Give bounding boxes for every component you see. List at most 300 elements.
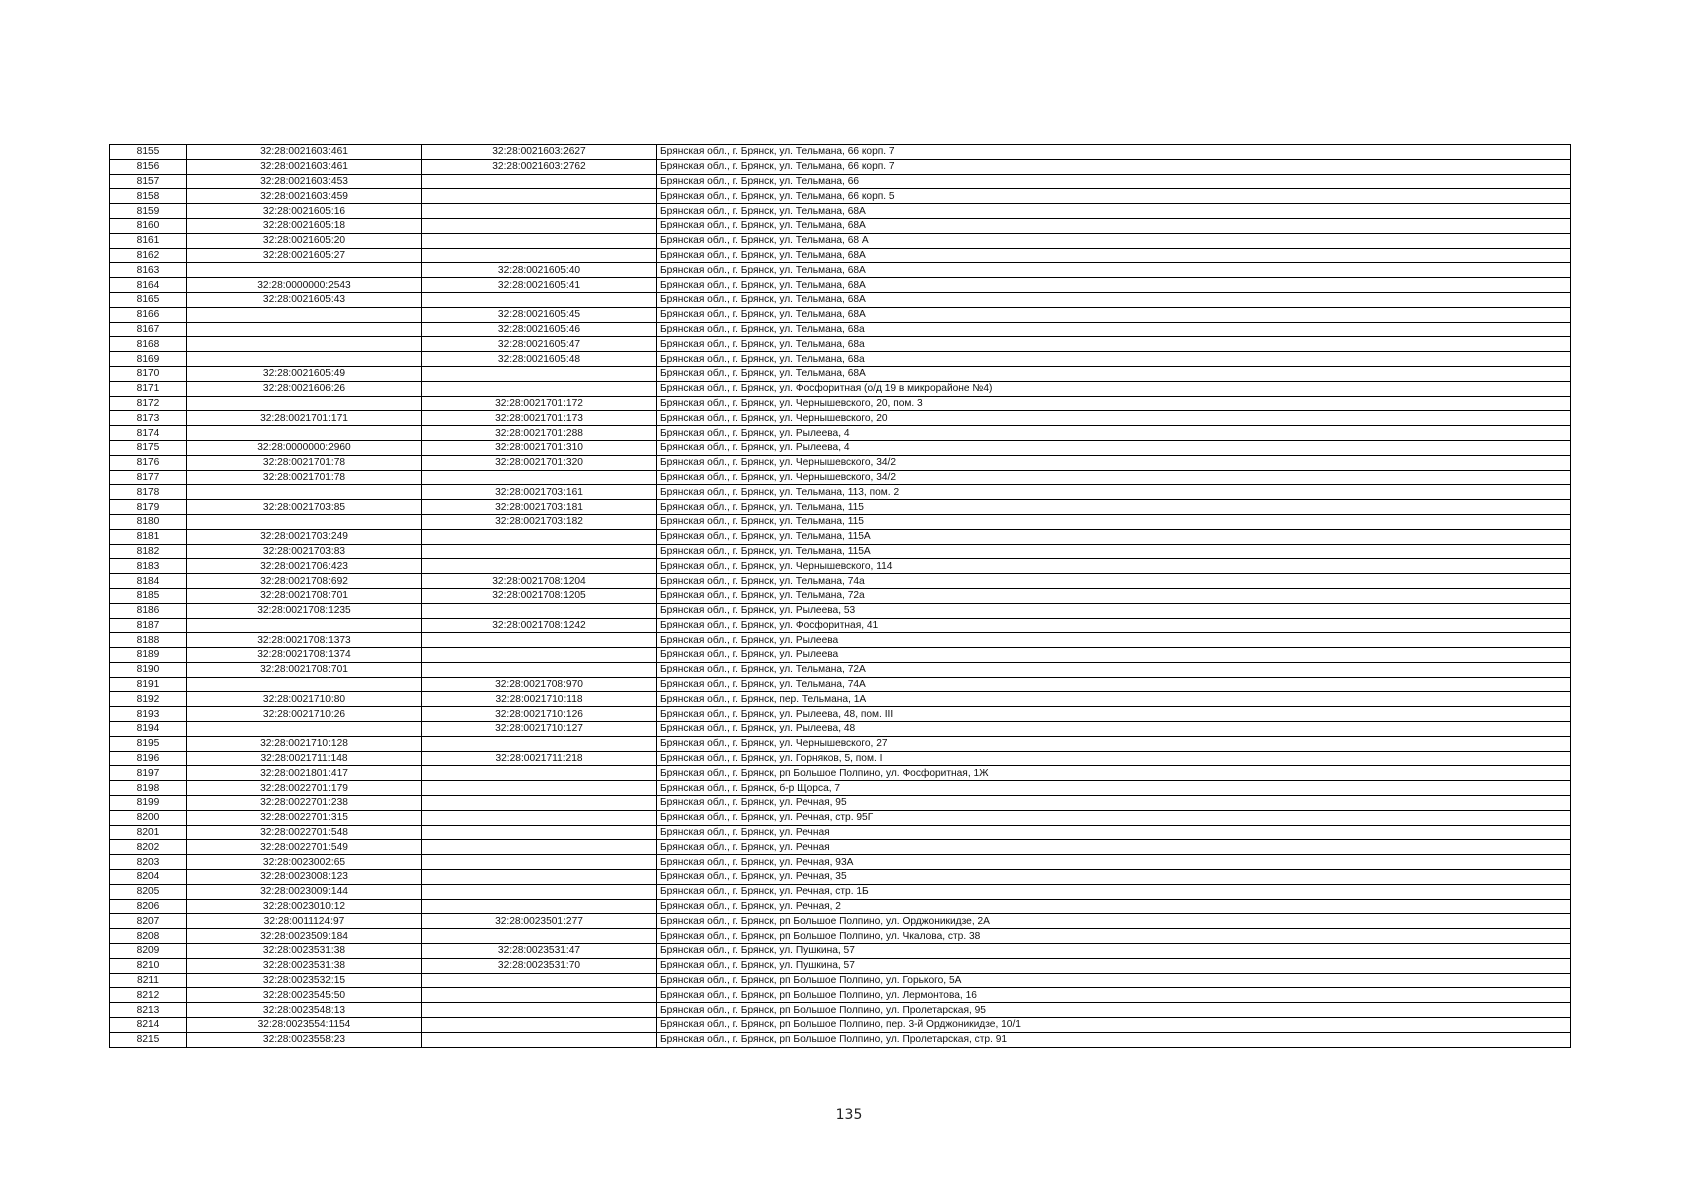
row-number-cell: 8200 [110,810,187,825]
table-row [110,633,1571,648]
land-cadastral-number-cell: 32:28:0021605:49 [187,366,422,381]
object-cadastral-number-cell: 32:28:0021708:970 [422,677,657,692]
address-cell: Брянская обл., г. Брянск, ул. Рылеева, 53 [657,603,1571,618]
row-number-cell: 8208 [110,929,187,944]
land-cadastral-number-cell [187,322,422,337]
table-row [110,337,1571,352]
row-number-cell: 8214 [110,1018,187,1033]
table-row [110,145,1571,160]
object-cadastral-number-cell [422,781,657,796]
object-cadastral-number-cell [422,810,657,825]
object-cadastral-number-cell [422,633,657,648]
land-cadastral-number-cell: 32:28:0022701:549 [187,840,422,855]
address-cell: Брянская обл., г. Брянск, ул. Чернышевского, 27 [657,736,1571,751]
address-cell: Брянская обл., г. Брянск, рп Большое Полпино, ул. Горького, 5А [657,973,1571,988]
row-number-cell: 8194 [110,722,187,737]
object-cadastral-number-cell [422,544,657,559]
land-cadastral-number-cell: 32:28:0021605:43 [187,292,422,307]
object-cadastral-number-cell [422,899,657,914]
address-cell: Брянская обл., г. Брянск, б-р Щорса, 7 [657,781,1571,796]
land-cadastral-number-cell [187,337,422,352]
address-cell: Брянская обл., г. Брянск, рп Большое Полпино, ул. Пролетарская, стр. 91 [657,1032,1571,1047]
row-number-cell: 8177 [110,470,187,485]
table-row [110,307,1571,322]
object-cadastral-number-cell [422,174,657,189]
table-row [110,278,1571,293]
land-cadastral-number-cell: 32:28:0011124:97 [187,914,422,929]
table-row [110,958,1571,973]
address-cell: Брянская обл., г. Брянск, ул. Горняков, 5, пом. I [657,751,1571,766]
object-cadastral-number-cell: 32:28:0023531:70 [422,958,657,973]
row-number-cell: 8193 [110,707,187,722]
address-cell: Брянская обл., г. Брянск, ул. Тельмана, 66 корп. 7 [657,145,1571,160]
address-cell: Брянская обл., г. Брянск, ул. Фосфоритная, 41 [657,618,1571,633]
object-cadastral-number-cell [422,929,657,944]
address-cell: Брянская обл., г. Брянск, ул. Рылеева, 4 [657,426,1571,441]
table-row [110,574,1571,589]
row-number-cell: 8156 [110,159,187,174]
table-row [110,233,1571,248]
address-cell: Брянская обл., г. Брянск, ул. Тельмана, 68 А [657,233,1571,248]
object-cadastral-number-cell [422,218,657,233]
address-cell: Брянская обл., г. Брянск, рп Большое Полпино, ул. Лермонтова, 16 [657,988,1571,1003]
land-cadastral-number-cell: 32:28:0021710:80 [187,692,422,707]
object-cadastral-number-cell: 32:28:0021605:48 [422,352,657,367]
table-row [110,914,1571,929]
land-cadastral-number-cell: 32:28:0023002:65 [187,855,422,870]
object-cadastral-number-cell [422,796,657,811]
table-row [110,884,1571,899]
land-cadastral-number-cell: 32:28:0021706:423 [187,559,422,574]
table-row [110,159,1571,174]
table-row [110,189,1571,204]
row-number-cell: 8201 [110,825,187,840]
object-cadastral-number-cell [422,973,657,988]
object-cadastral-number-cell [422,189,657,204]
address-cell: Брянская обл., г. Брянск, рп Большое Полпино, ул. Чкалова, стр. 38 [657,929,1571,944]
land-cadastral-number-cell: 32:28:0021708:1374 [187,648,422,663]
object-cadastral-number-cell: 32:28:0023501:277 [422,914,657,929]
object-cadastral-number-cell [422,825,657,840]
address-cell: Брянская обл., г. Брянск, ул. Речная, стр. 95Г [657,810,1571,825]
table-row [110,485,1571,500]
address-cell: Брянская обл., г. Брянск, ул. Речная, 93А [657,855,1571,870]
land-cadastral-number-cell: 32:28:0021708:701 [187,662,422,677]
object-cadastral-number-cell [422,204,657,219]
table-row [110,840,1571,855]
object-cadastral-number-cell [422,884,657,899]
land-cadastral-number-cell [187,426,422,441]
table-row [110,544,1571,559]
row-number-cell: 8205 [110,884,187,899]
row-number-cell: 8197 [110,766,187,781]
land-cadastral-number-cell [187,485,422,500]
table-row [110,1032,1571,1047]
object-cadastral-number-cell: 32:28:0021605:41 [422,278,657,293]
table-row [110,707,1571,722]
object-cadastral-number-cell [422,529,657,544]
land-cadastral-number-cell: 32:28:0021708:692 [187,574,422,589]
row-number-cell: 8168 [110,337,187,352]
address-cell: Брянская обл., г. Брянск, ул. Тельмана, 68а [657,352,1571,367]
row-number-cell: 8174 [110,426,187,441]
address-cell: Брянская обл., г. Брянск, ул. Рылеева [657,633,1571,648]
address-cell: Брянская обл., г. Брянск, ул. Рылеева [657,648,1571,663]
land-cadastral-number-cell [187,352,422,367]
address-cell: Брянская обл., г. Брянск, ул. Тельмана, 115 [657,514,1571,529]
row-number-cell: 8199 [110,796,187,811]
table-row [110,588,1571,603]
land-cadastral-number-cell: 32:28:0021708:1373 [187,633,422,648]
table-row [110,766,1571,781]
registry-table [109,144,1571,1048]
object-cadastral-number-cell [422,840,657,855]
row-number-cell: 8212 [110,988,187,1003]
land-cadastral-number-cell: 32:28:0000000:2960 [187,440,422,455]
row-number-cell: 8192 [110,692,187,707]
land-cadastral-number-cell: 32:28:0021703:85 [187,500,422,515]
land-cadastral-number-cell: 32:28:0021603:453 [187,174,422,189]
land-cadastral-number-cell: 32:28:0022701:179 [187,781,422,796]
object-cadastral-number-cell [422,855,657,870]
land-cadastral-number-cell: 32:28:0022701:315 [187,810,422,825]
table-row [110,899,1571,914]
object-cadastral-number-cell: 32:28:0021711:218 [422,751,657,766]
address-cell: Брянская обл., г. Брянск, ул. Речная [657,840,1571,855]
object-cadastral-number-cell [422,870,657,885]
row-number-cell: 8169 [110,352,187,367]
land-cadastral-number-cell: 32:28:0021710:26 [187,707,422,722]
table-row [110,218,1571,233]
row-number-cell: 8165 [110,292,187,307]
address-cell: Брянская обл., г. Брянск, ул. Тельмана, 68А [657,218,1571,233]
land-cadastral-number-cell [187,677,422,692]
object-cadastral-number-cell [422,662,657,677]
land-cadastral-number-cell [187,618,422,633]
row-number-cell: 8213 [110,1003,187,1018]
land-cadastral-number-cell [187,514,422,529]
table-row [110,366,1571,381]
object-cadastral-number-cell: 32:28:0021708:1204 [422,574,657,589]
object-cadastral-number-cell [422,736,657,751]
object-cadastral-number-cell: 32:28:0021701:173 [422,411,657,426]
row-number-cell: 8195 [110,736,187,751]
object-cadastral-number-cell: 32:28:0021710:127 [422,722,657,737]
land-cadastral-number-cell: 32:28:0023531:38 [187,944,422,959]
row-number-cell: 8171 [110,381,187,396]
row-number-cell: 8183 [110,559,187,574]
table-row [110,426,1571,441]
land-cadastral-number-cell: 32:28:0023548:13 [187,1003,422,1018]
row-number-cell: 8179 [110,500,187,515]
address-cell: Брянская обл., г. Брянск, ул. Тельмана, 72А [657,662,1571,677]
address-cell: Брянская обл., г. Брянск, ул. Тельмана, 68а [657,337,1571,352]
address-cell: Брянская обл., г. Брянск, ул. Тельмана, 72а [657,588,1571,603]
object-cadastral-number-cell: 32:28:0021703:181 [422,500,657,515]
land-cadastral-number-cell: 32:28:0023554:1154 [187,1018,422,1033]
address-cell: Брянская обл., г. Брянск, рп Большое Полпино, пер. 3-й Орджоникидзе, 10/1 [657,1018,1571,1033]
land-cadastral-number-cell: 32:28:0021708:701 [187,588,422,603]
object-cadastral-number-cell [422,603,657,618]
row-number-cell: 8211 [110,973,187,988]
address-cell: Брянская обл., г. Брянск, ул. Рылеева, 48, пом. III [657,707,1571,722]
row-number-cell: 8178 [110,485,187,500]
land-cadastral-number-cell: 32:28:0021605:16 [187,204,422,219]
table-row [110,722,1571,737]
row-number-cell: 8182 [110,544,187,559]
table-row [110,292,1571,307]
address-cell: Брянская обл., г. Брянск, ул. Тельмана, 113, пом. 2 [657,485,1571,500]
land-cadastral-number-cell: 32:28:0022701:238 [187,796,422,811]
object-cadastral-number-cell [422,233,657,248]
table-row [110,352,1571,367]
table-row [110,988,1571,1003]
table-row [110,381,1571,396]
table-row [110,662,1571,677]
land-cadastral-number-cell: 32:28:0021606:26 [187,381,422,396]
land-cadastral-number-cell [187,307,422,322]
row-number-cell: 8180 [110,514,187,529]
land-cadastral-number-cell: 32:28:0021701:78 [187,470,422,485]
address-cell: Брянская обл., г. Брянск, ул. Тельмана, 68А [657,292,1571,307]
address-cell: Брянская обл., г. Брянск, ул. Рылеева, 48 [657,722,1571,737]
address-cell: Брянская обл., г. Брянск, ул. Тельмана, 66 корп. 5 [657,189,1571,204]
row-number-cell: 8173 [110,411,187,426]
land-cadastral-number-cell: 32:28:0021703:83 [187,544,422,559]
row-number-cell: 8189 [110,648,187,663]
row-number-cell: 8204 [110,870,187,885]
object-cadastral-number-cell: 32:28:0021703:161 [422,485,657,500]
table-row [110,973,1571,988]
address-cell: Брянская обл., г. Брянск, ул. Тельмана, 115А [657,544,1571,559]
table-row [110,411,1571,426]
address-cell: Брянская обл., г. Брянск, рп Большое Полпино, ул. Орджоникидзе, 2А [657,914,1571,929]
row-number-cell: 8215 [110,1032,187,1047]
object-cadastral-number-cell [422,292,657,307]
object-cadastral-number-cell [422,559,657,574]
registry-table-body [110,145,1571,1048]
address-cell: Брянская обл., г. Брянск, ул. Чернышевского, 20, пом. 3 [657,396,1571,411]
object-cadastral-number-cell: 32:28:0021605:45 [422,307,657,322]
row-number-cell: 8187 [110,618,187,633]
land-cadastral-number-cell: 32:28:0021703:249 [187,529,422,544]
object-cadastral-number-cell: 32:28:0021710:126 [422,707,657,722]
table-row [110,603,1571,618]
object-cadastral-number-cell [422,470,657,485]
address-cell: Брянская обл., г. Брянск, ул. Рылеева, 4 [657,440,1571,455]
land-cadastral-number-cell: 32:28:0021603:461 [187,145,422,160]
object-cadastral-number-cell: 32:28:0021603:2762 [422,159,657,174]
row-number-cell: 8166 [110,307,187,322]
table-row [110,796,1571,811]
land-cadastral-number-cell: 32:28:0021710:128 [187,736,422,751]
land-cadastral-number-cell [187,396,422,411]
object-cadastral-number-cell [422,1003,657,1018]
row-number-cell: 8167 [110,322,187,337]
land-cadastral-number-cell: 32:28:0021701:78 [187,455,422,470]
address-cell: Брянская обл., г. Брянск, пер. Тельмана, 1А [657,692,1571,707]
land-cadastral-number-cell: 32:28:0023545:50 [187,988,422,1003]
address-cell: Брянская обл., г. Брянск, ул. Пушкина, 57 [657,944,1571,959]
land-cadastral-number-cell [187,263,422,278]
address-cell: Брянская обл., г. Брянск, ул. Чернышевского, 20 [657,411,1571,426]
table-row [110,559,1571,574]
table-row [110,692,1571,707]
address-cell: Брянская обл., г. Брянск, ул. Чернышевского, 114 [657,559,1571,574]
row-number-cell: 8176 [110,455,187,470]
land-cadastral-number-cell: 32:28:0023558:23 [187,1032,422,1047]
object-cadastral-number-cell: 32:28:0023531:47 [422,944,657,959]
object-cadastral-number-cell: 32:28:0021701:310 [422,440,657,455]
page-number: 135 [835,1107,863,1123]
address-cell: Брянская обл., г. Брянск, ул. Тельмана, 68а [657,322,1571,337]
table-row [110,781,1571,796]
row-number-cell: 8172 [110,396,187,411]
table-row [110,514,1571,529]
row-number-cell: 8157 [110,174,187,189]
object-cadastral-number-cell [422,1018,657,1033]
row-number-cell: 8160 [110,218,187,233]
address-cell: Брянская обл., г. Брянск, рп Большое Полпино, ул. Пролетарская, 95 [657,1003,1571,1018]
row-number-cell: 8210 [110,958,187,973]
address-cell: Брянская обл., г. Брянск, ул. Тельмана, 68А [657,248,1571,263]
land-cadastral-number-cell: 32:28:0023009:144 [187,884,422,899]
address-cell: Брянская обл., г. Брянск, ул. Фосфоритная (о/д 19 в микрорайоне №4) [657,381,1571,396]
table-row [110,1018,1571,1033]
land-cadastral-number-cell: 32:28:0022701:548 [187,825,422,840]
row-number-cell: 8158 [110,189,187,204]
table-row [110,440,1571,455]
address-cell: Брянская обл., г. Брянск, ул. Тельмана, 68А [657,204,1571,219]
table-row [110,396,1571,411]
table-row [110,500,1571,515]
table-row [110,944,1571,959]
land-cadastral-number-cell: 32:28:0021605:18 [187,218,422,233]
object-cadastral-number-cell [422,381,657,396]
land-cadastral-number-cell [187,722,422,737]
address-cell: Брянская обл., г. Брянск, ул. Пушкина, 57 [657,958,1571,973]
object-cadastral-number-cell: 32:28:0021708:1242 [422,618,657,633]
table-row [110,810,1571,825]
land-cadastral-number-cell: 32:28:0023532:15 [187,973,422,988]
address-cell: Брянская обл., г. Брянск, ул. Тельмана, 74А [657,677,1571,692]
object-cadastral-number-cell [422,648,657,663]
row-number-cell: 8175 [110,440,187,455]
address-cell: Брянская обл., г. Брянск, ул. Тельмана, 68А [657,278,1571,293]
row-number-cell: 8161 [110,233,187,248]
table-row [110,855,1571,870]
land-cadastral-number-cell: 32:28:0021605:20 [187,233,422,248]
table-row [110,870,1571,885]
table-row [110,736,1571,751]
table-row [110,825,1571,840]
address-cell: Брянская обл., г. Брянск, ул. Тельмана, 115 [657,500,1571,515]
row-number-cell: 8159 [110,204,187,219]
row-number-cell: 8206 [110,899,187,914]
object-cadastral-number-cell: 32:28:0021605:46 [422,322,657,337]
table-row [110,470,1571,485]
address-cell: Брянская обл., г. Брянск, ул. Тельмана, 66 [657,174,1571,189]
row-number-cell: 8191 [110,677,187,692]
object-cadastral-number-cell: 32:28:0021701:320 [422,455,657,470]
row-number-cell: 8209 [110,944,187,959]
address-cell: Брянская обл., г. Брянск, ул. Тельмана, 115А [657,529,1571,544]
row-number-cell: 8196 [110,751,187,766]
row-number-cell: 8202 [110,840,187,855]
land-cadastral-number-cell: 32:28:0021603:459 [187,189,422,204]
row-number-cell: 8188 [110,633,187,648]
row-number-cell: 8185 [110,588,187,603]
object-cadastral-number-cell: 32:28:0021701:172 [422,396,657,411]
address-cell: Брянская обл., г. Брянск, ул. Речная [657,825,1571,840]
row-number-cell: 8198 [110,781,187,796]
land-cadastral-number-cell: 32:28:0023008:123 [187,870,422,885]
row-number-cell: 8190 [110,662,187,677]
address-cell: Брянская обл., г. Брянск, ул. Речная, 2 [657,899,1571,914]
land-cadastral-number-cell: 32:28:0021801:417 [187,766,422,781]
address-cell: Брянская обл., г. Брянск, ул. Речная, 35 [657,870,1571,885]
address-cell: Брянская обл., г. Брянск, ул. Чернышевского, 34/2 [657,470,1571,485]
row-number-cell: 8155 [110,145,187,160]
row-number-cell: 8184 [110,574,187,589]
object-cadastral-number-cell [422,366,657,381]
address-cell: Брянская обл., г. Брянск, ул. Речная, 95 [657,796,1571,811]
table-row [110,248,1571,263]
object-cadastral-number-cell: 32:28:0021708:1205 [422,588,657,603]
table-row [110,677,1571,692]
object-cadastral-number-cell [422,766,657,781]
table-row [110,1003,1571,1018]
table-row [110,204,1571,219]
land-cadastral-number-cell: 32:28:0021605:27 [187,248,422,263]
land-cadastral-number-cell: 32:28:0021708:1235 [187,603,422,618]
object-cadastral-number-cell: 32:28:0021703:182 [422,514,657,529]
table-row [110,455,1571,470]
object-cadastral-number-cell [422,988,657,1003]
address-cell: Брянская обл., г. Брянск, ул. Тельмана, 74а [657,574,1571,589]
address-cell: Брянская обл., г. Брянск, рп Большое Полпино, ул. Фосфоритная, 1Ж [657,766,1571,781]
address-cell: Брянская обл., г. Брянск, ул. Тельмана, 66 корп. 7 [657,159,1571,174]
land-cadastral-number-cell: 32:28:0023509:184 [187,929,422,944]
land-cadastral-number-cell: 32:28:0021711:148 [187,751,422,766]
address-cell: Брянская обл., г. Брянск, ул. Тельмана, 68А [657,263,1571,278]
object-cadastral-number-cell: 32:28:0021605:47 [422,337,657,352]
row-number-cell: 8181 [110,529,187,544]
table-row [110,263,1571,278]
row-number-cell: 8162 [110,248,187,263]
land-cadastral-number-cell: 32:28:0021603:461 [187,159,422,174]
object-cadastral-number-cell [422,1032,657,1047]
object-cadastral-number-cell: 32:28:0021710:118 [422,692,657,707]
row-number-cell: 8163 [110,263,187,278]
address-cell: Брянская обл., г. Брянск, ул. Чернышевского, 34/2 [657,455,1571,470]
table-row [110,322,1571,337]
land-cadastral-number-cell: 32:28:0000000:2543 [187,278,422,293]
table-row [110,618,1571,633]
address-cell: Брянская обл., г. Брянск, ул. Тельмана, 68А [657,366,1571,381]
row-number-cell: 8203 [110,855,187,870]
table-row [110,174,1571,189]
table-row [110,529,1571,544]
table-row [110,751,1571,766]
object-cadastral-number-cell: 32:28:0021701:288 [422,426,657,441]
row-number-cell: 8164 [110,278,187,293]
object-cadastral-number-cell: 32:28:0021603:2627 [422,145,657,160]
table-row [110,929,1571,944]
address-cell: Брянская обл., г. Брянск, ул. Речная, стр. 1Б [657,884,1571,899]
row-number-cell: 8170 [110,366,187,381]
row-number-cell: 8207 [110,914,187,929]
